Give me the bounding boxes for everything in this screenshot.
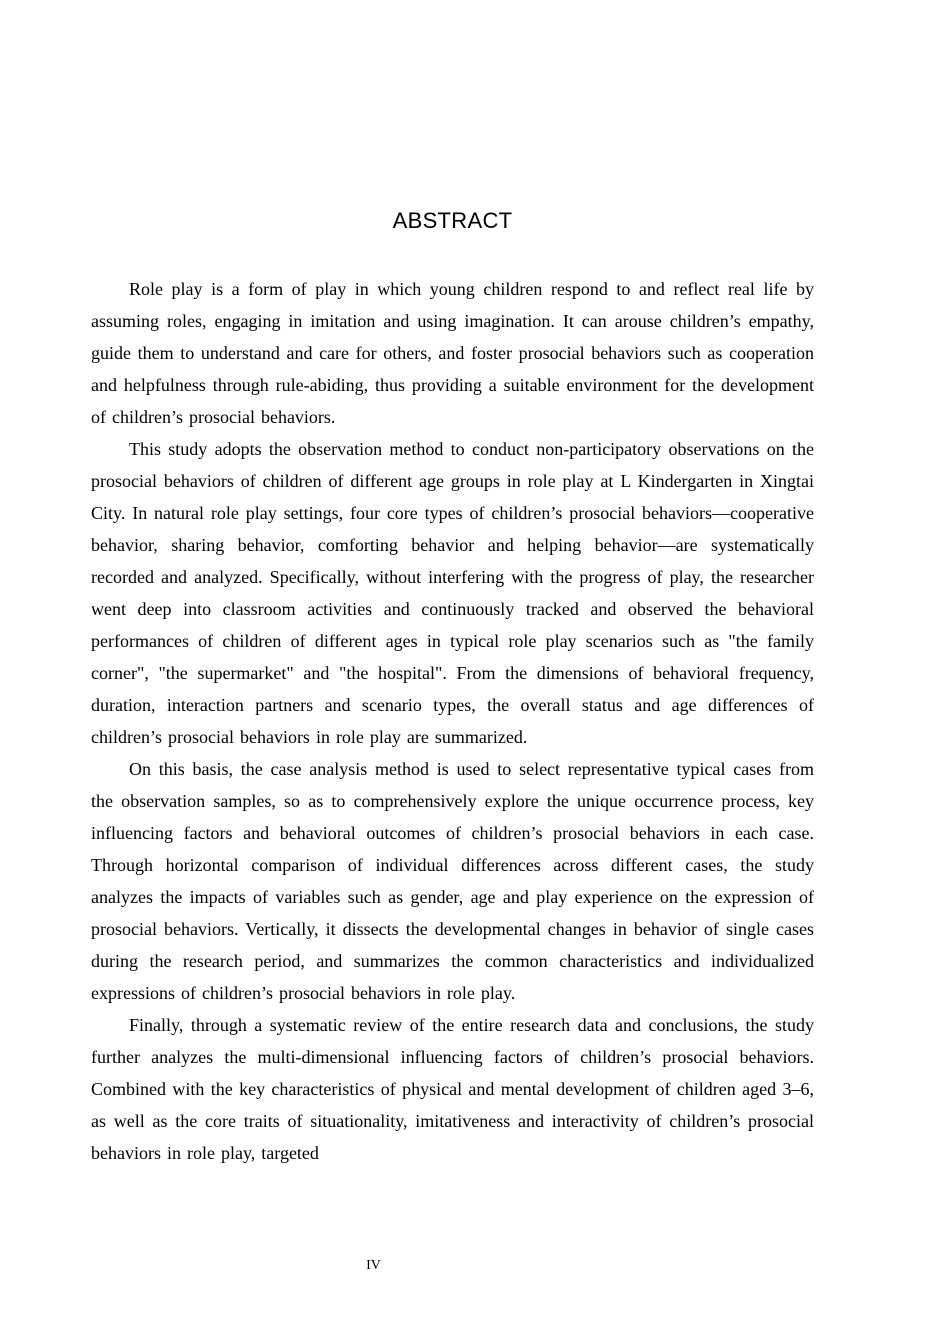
paragraph-4: Finally, through a systematic review of the entire research data and conclusions, the study further analyzes the multi-dimensional influencing factors of children’s prosocial behaviors. Combined with the key characteristics of physical and mental development of children aged 3–6, as well as the core traits of situationality, imitativeness and interactivity of children’s prosocial behaviors in role play, targeted — [91, 1015, 814, 1163]
paragraph-2: This study adopts the observation method to conduct non-participatory observations on the prosocial behaviors of children of different age groups in role play at L Kindergarten in Xingtai City. In natural role play settings, four core types of children’s prosocial behaviors—cooperative behavior, sharing behavior, comforting behavior and helping behavior—are systematically recorded and analyzed. Specifically, without interfering with the progress of play, the researcher went deep into classroom activities and continuously tracked and observed the behavioral performances of children of different ages in typical role play scenarios such as "the family corner", "the supermarket" and "the hospital". From the dimensions of behavioral frequency, duration, interaction partners and scenario types, the overall status and age differences of children’s prosocial behaviors in role play are summarized. — [91, 439, 814, 747]
paragraph-3: On this basis, the case analysis method is used to select representative typical cases from the observation samples, so as to comprehensively explore the unique occurrence process, key influencing factors and behavioral outcomes of children’s prosocial behaviors in each case. Through horizontal comparison of individual differences across different cases, the study analyzes the impacts of variables such as gender, age and play experience on the expression of prosocial behaviors. Vertically, it dissects the developmental changes in behavior of single cases during the research period, and summarizes the common characteristics and individualized expressions of children’s prosocial behaviors in role play. — [91, 759, 814, 1003]
abstract-title: ABSTRACT — [392, 208, 513, 233]
page-number: IV — [366, 1258, 381, 1273]
paragraph-1: Role play is a form of play in which young children respond to and reflect real life by assuming roles, engaging in imitation and using imagination. It can arouse children’s empathy, guide them to understand and care for others, and foster prosocial behaviors such as cooperation and helpfulness through rule-abiding, thus providing a suitable environment for the development of children’s prosocial behaviors. — [91, 279, 814, 427]
abstract-body — [91, 273, 814, 1169]
